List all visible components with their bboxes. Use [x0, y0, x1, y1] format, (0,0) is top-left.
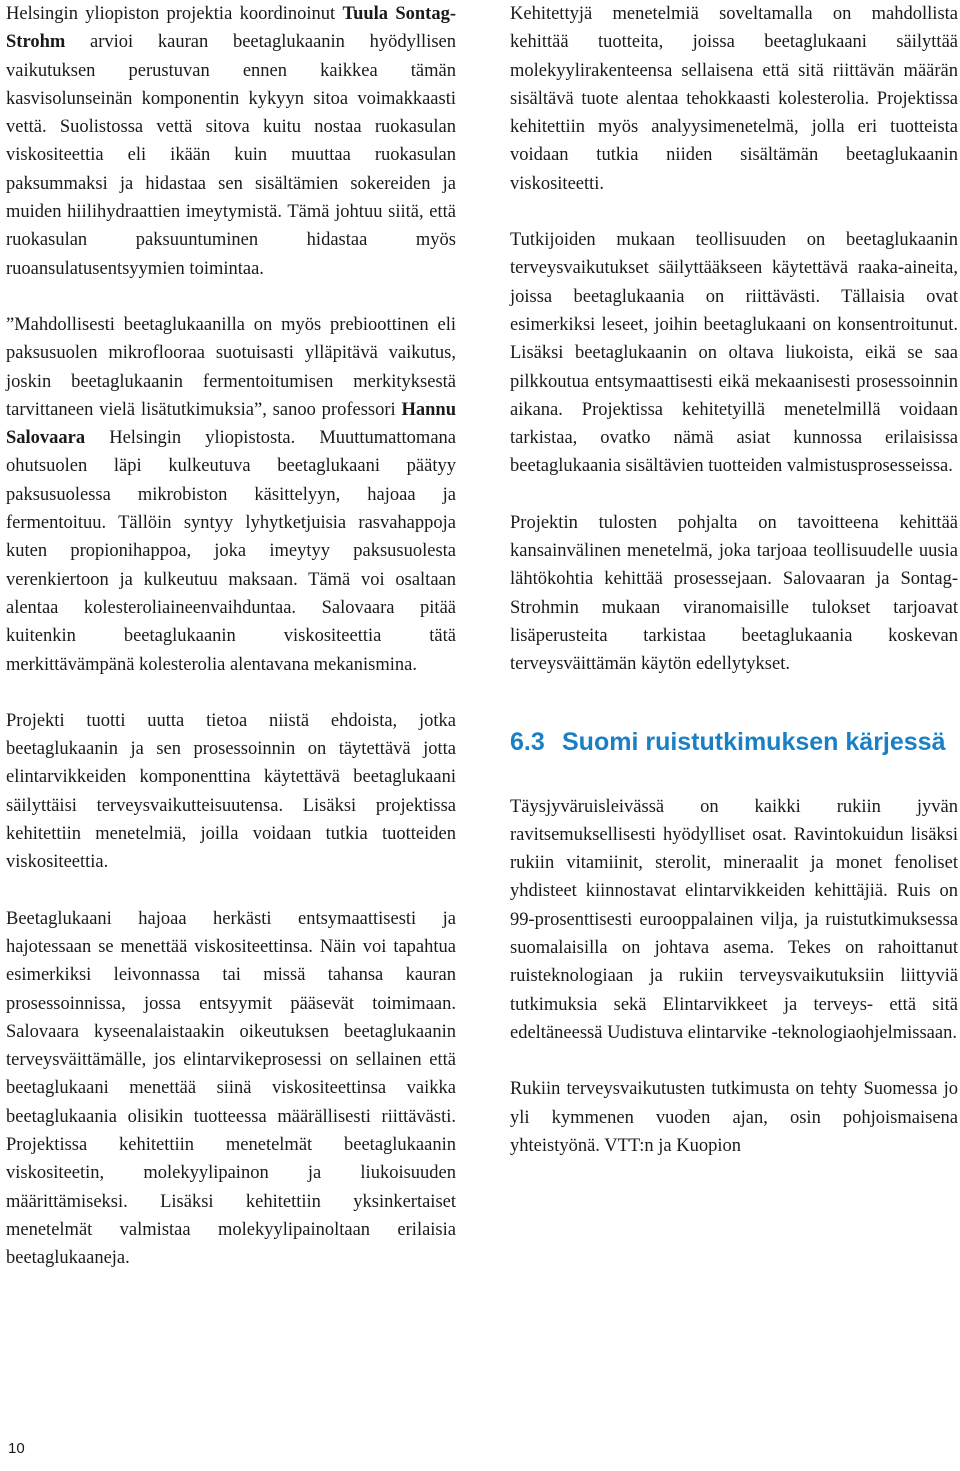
section-title: Suomi ruistutkimuksen kärjessä: [562, 727, 946, 756]
paragraph: Tutkijoiden mukaan teollisuuden on beetaglukaanin terveysvaikutukset säilyttääkseen käytettävä raaka-aineita, joissa beetaglukaania on riittävästi. Tällaisia ovat esimerkiksi leseet, joihin beetaglukaani on konsentroitunut. Lisäksi beetaglukaanin on oltava liukoista, eikä se saa pilkkoutua entsymaattisesti eikä mekaanisesti prosessoinnin aikana. Projektissa kehitetyillä menetelmillä voidaan tarkistaa, ovatko nämä asiat kunnossa erilaisissa beetaglukaania sisältävien tuotteiden valmistusprosesseissa.: [510, 230, 958, 477]
paragraph: Täysjyväruisleivässä on kaikki rukiin jyvän ravitsemuksellisesti hyödylliset osat. Ravintokuidun lisäksi rukiin vitamiinit, sterolit, mineraalit ja monet fenoliset yhdisteet kiinnostavat elintarvikkeiden kehittäjiä. Ruis on 99-prosenttisesti eurooppalainen vilja, ja ruistutkimuksessa suomalaisilla on johtava asema. Tekes on rahoittanut ruisteknologiaan ja rukiin terveysvaikutuksiin liittyviä tutkimuksia sekä Elintarvikkeet ja terveys- että sitä edeltäneessä Uudistuva elintarvike -teknologiaohjelmissaan.: [510, 796, 958, 1043]
paragraph: [6, 0, 456, 283]
paragraph-text: Helsingin yliopiston projektia koordinoinut: [6, 4, 343, 24]
section-heading: [510, 725, 958, 759]
person-name: Tuula Sontag-Strohm: [6, 4, 456, 53]
paragraph-text: arvioi kauran beetaglukaanin hyödyllisen vaikutuksen perustuvan ennen kaikkea tämän kasvisolunseinän komponentin kykyyn sitoa voimakkaasti vettä. Suolistossa vettä sitova kuitu nostaa ruokasulan viskositeettia eli ikään kuin muuttaa ruokasulan paksummaksi ja hidastaa sen sisältämien sokereiden ja muiden hiilihydraattien imeytymistä. Tämä johtuu siitä, että ruokasulan paksuuntuminen hidastaa myös ruoansulatusentsyymien toimintaa.: [6, 32, 456, 279]
paragraph-text: ”Mahdollisesti beetaglukaanilla on myös prebioottinen eli paksusuolen mikroflooraa suotuisasti ylläpitävä vaikutus, joskin beetaglukaanin fermentoitumisen merkityksestä tarvittaneen vielä lisätutkimuksia”, sanoo professori: [6, 314, 456, 420]
paragraph: Rukiin terveysvaikutusten tutkimusta on tehty Suomessa jo yli kymmenen vuoden ajan, osin pohjoismaisena yhteistyönä. VTT:n ja Kuopion: [510, 1079, 958, 1156]
page-number: 10: [8, 1440, 25, 1457]
section-number: 6.3: [510, 727, 545, 756]
right-column: [510, 0, 958, 1188]
paragraph: Kehitettyjä menetelmiä soveltamalla on mahdollista kehittää tuotteita, joissa beetaglukaani säilyttää molekyylirakenteensa sellaisena että sitä riittävän määrän sisältävä tuote alentaa tehokkaasti kolesterolia. Projektissa kehitettiin myös analyysimenetelmä, jolla eri tuotteista voidaan tutkia niiden sisältämän beetaglukaanin viskositeetti.: [510, 4, 958, 194]
paragraph: Projekti tuotti uutta tietoa niistä ehdoista, jotka beetaglukaanin ja sen prosessoinnin on täytettävä jotta elintarvikkeiden komponenttina käytettävä beetaglukaani säilyttäisi terveysvaikutteisuutensa. Lisäksi projektissa kehitettiin menetelmiä, joilla voidaan tutkia tuotteiden viskositeettia.: [6, 710, 456, 873]
paragraph-text: Helsingin yliopistosta. Muuttumattomana ohutsuolen läpi kulkeutuva beetaglukaani päätyy paksusuolessa mikrobiston käsittelyyn, hajoaa ja fermentoituu. Tällöin syntyy lyhytketjuisia rasvahappoja kuten propionihappoa, joka imeytyy paksusuolesta verenkiertoon ja kulkeutuu maksaan. Tämä voi osaltaan alentaa kolesteroliaineenvaihduntaa. Salovaara pitää kuitenkin beetaglukaanin viskositeettia tätä merkittävämpänä kolesterolia alentavana mekanismina.: [6, 428, 456, 675]
paragraph: [6, 311, 456, 679]
paragraph: Beetaglukaani hajoaa herkästi entsymaattisesti ja hajotessaan se menettää viskositeettinsa. Näin voi tapahtua esimerkiksi leivonnassa tai missä tahansa kauran prosessoinnissa, jossa entsyymit pääsevät toimimaan. Salovaara kyseenalaistaakin oikeutuksen beetaglukaanin terveysväittämälle, jos elintarvikeprosessi on sellainen että beetaglukaani menettää siinä viskositeettinsa vaikka beetaglukaania olisikin tuotteessa määrällisesti riittävästi. Projektissa kehitettiin menetelmät beetaglukaanin viskositeetin, molekyylipainon ja liukoisuuden määrittämiseksi. Lisäksi kehitettiin yksinkertaiset menetelmät valmistaa molekyylipainoltaan erilaisia beetaglukaaneja.: [6, 908, 456, 1269]
left-column: [6, 0, 456, 1300]
person-name: Hannu Salovaara: [6, 399, 456, 449]
paragraph: Projektin tulosten pohjalta on tavoitteena kehittää kansainvälinen menetelmä, joka tarjoaa teollisuudelle uusia lähtökohtia kehittää prosessejaan. Salovaaran ja Sontag-Strohmin mukaan viranomaisille tulokset tarjoavat lisäperusteita tarkistaa beetaglukaania koskevan terveysväittämän käytön edellytykset.: [510, 512, 958, 675]
